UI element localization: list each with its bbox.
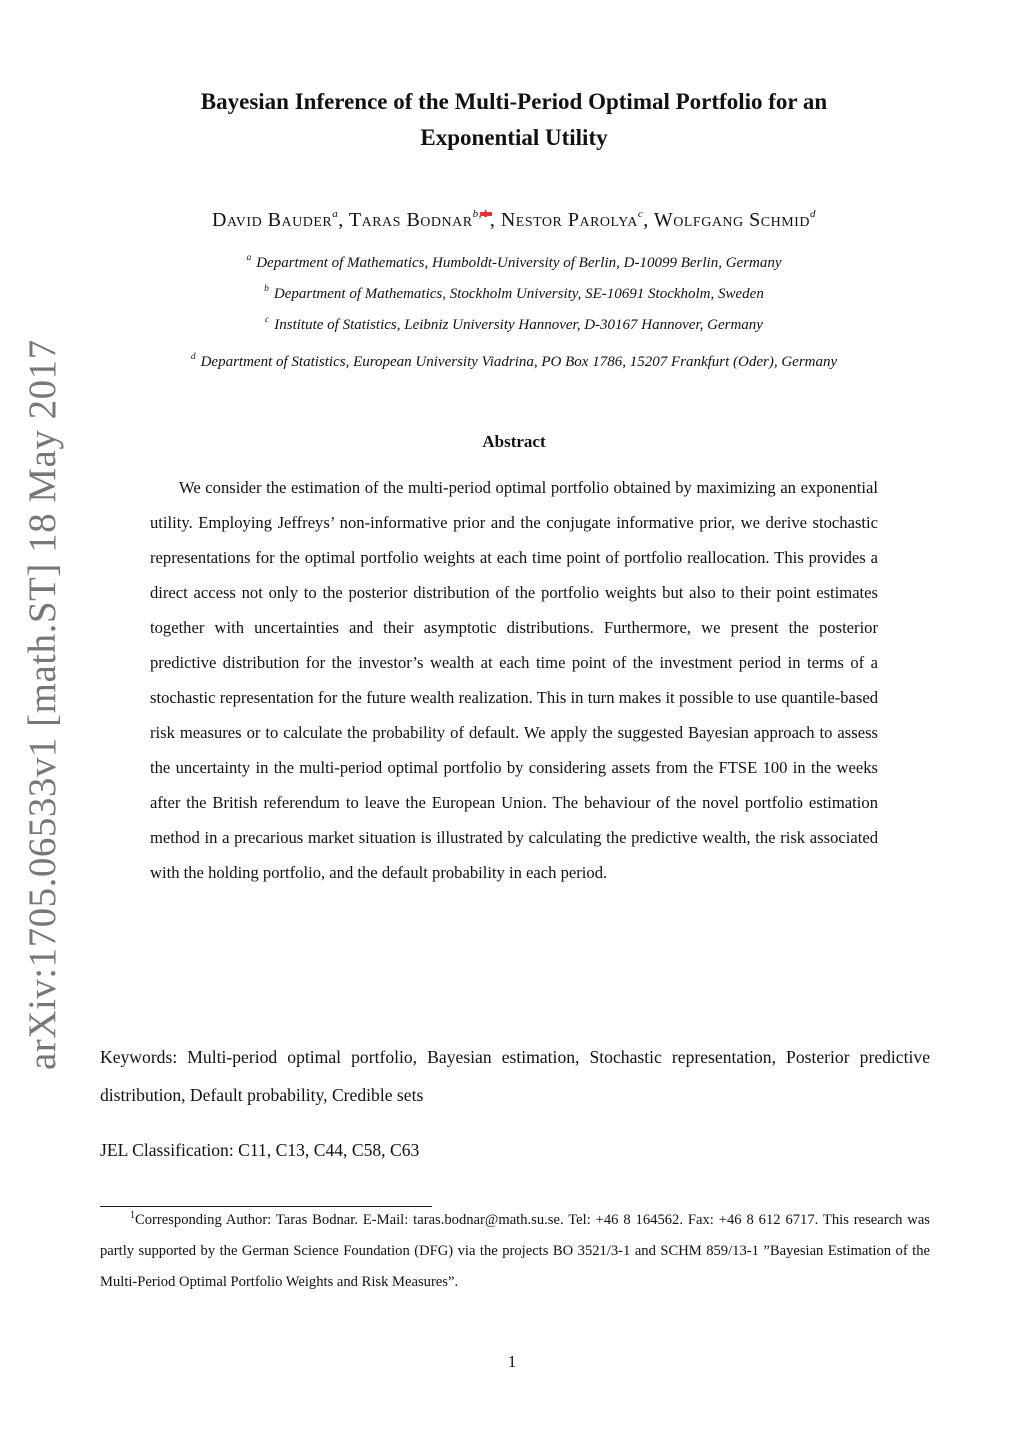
title-line-2: Exponential Utility bbox=[420, 125, 608, 150]
affiliation-text: Institute of Statistics, Leibniz University Hannover, D-30167 Hannover, Germany bbox=[274, 317, 763, 333]
affiliation-mark: b bbox=[264, 284, 269, 294]
abstract-heading: Abstract bbox=[482, 432, 546, 451]
affiliation-mark: c bbox=[265, 315, 270, 325]
author-name: Wolfgang Schmid bbox=[653, 209, 810, 231]
author-affiliation-mark: d bbox=[809, 208, 816, 220]
affiliation-b bbox=[40, 283, 988, 305]
abstract-body: We consider the estimation of the multi-period optimal portfolio obtained by maximizing an exponential utility. Employing Jeffreys’ non-informative prior and the conjugate informative prior, we derive stochastic representations for the optimal portfolio weights at each time point of portfolio reallocation. This provides a direct access not only to the posterior distribution of the portfolio weights but also to their point estimates together with uncertainties and their asymptotic distributions. Furthermore, we present the posterior predictive distribution for the investor’s wealth at each time point of the investment period in terms of a stochastic representation for the future wealth realization. This in turn makes it possible to use quantile-based risk measures or to calculate the probability of default. We apply the suggested Bayesian approach to assess the uncertainty in the multi-period optimal portfolio by considering assets from the FTSE 100 in the weeks after the British referendum to leave the European Union. The behaviour of the novel portfolio estimation method in a precarious market situation is illustrated by calculating the predictive wealth, the risk associated with the holding portfolio, and the default probability in each period. bbox=[150, 478, 878, 882]
keywords: Keywords: Multi-period optimal portfolio, Bayesian estimation, Stochastic representation, Posterior predictive distribution, Default probability, Credible sets bbox=[100, 1047, 930, 1105]
affiliation-c bbox=[40, 314, 988, 336]
author-affiliation-mark: c bbox=[637, 208, 644, 220]
author-separator: , bbox=[338, 209, 349, 231]
affiliation-text: Department of Mathematics, Stockholm University, SE-10691 Stockholm, Sweden bbox=[273, 286, 764, 302]
author-separator: , bbox=[489, 209, 501, 231]
affiliation-mark: d bbox=[190, 352, 196, 362]
author-affiliation-mark: b,1 bbox=[472, 208, 489, 220]
author-name: Taras Bodnar bbox=[348, 209, 473, 231]
affiliation-text: Department of Mathematics, Humboldt-University of Berlin, D-10099 Berlin, Germany bbox=[256, 255, 782, 271]
title-line-1: Bayesian Inference of the Multi-Period Optimal Portfolio for an bbox=[200, 89, 828, 114]
author-list bbox=[60, 206, 968, 234]
paper-title bbox=[100, 84, 928, 156]
page-number: 1 bbox=[507, 1352, 517, 1371]
footnote-text: Corresponding Author: Taras Bodnar. E-Mail: taras.bodnar@math.su.se. Tel: +46 8 164562. Fax: +46 8 612 6717. This research was partly supported by the German Science Foundation (DFG) via the projects BO 3521/3-1 and SCHM 859/13-1 ”Bayesian Estimation of the Multi-Period Optimal Portfolio Weights and Risk Measures”. bbox=[100, 1212, 930, 1290]
affiliation-d bbox=[40, 351, 988, 373]
affiliation-a bbox=[40, 252, 988, 274]
affiliation-text: Department of Statistics, European University Viadrina, PO Box 1786, 15207 Frankfurt (Oder), Germany bbox=[200, 354, 838, 370]
author-separator: , bbox=[643, 209, 654, 231]
jel-classification: JEL Classification: C11, C13, C44, C58, C63 bbox=[100, 1140, 420, 1160]
author-name: Nestor Parolya bbox=[500, 209, 638, 231]
footnote-mark: 1 bbox=[130, 1210, 135, 1221]
arxiv-stamp: arXiv:1705.06533v1 [math.ST] 18 May 2017 bbox=[21, 339, 64, 1070]
affiliation-mark: a bbox=[246, 253, 252, 263]
author-name: David Bauder bbox=[212, 209, 333, 231]
author-affiliation-mark: a bbox=[332, 208, 339, 220]
footnote bbox=[100, 1205, 930, 1298]
